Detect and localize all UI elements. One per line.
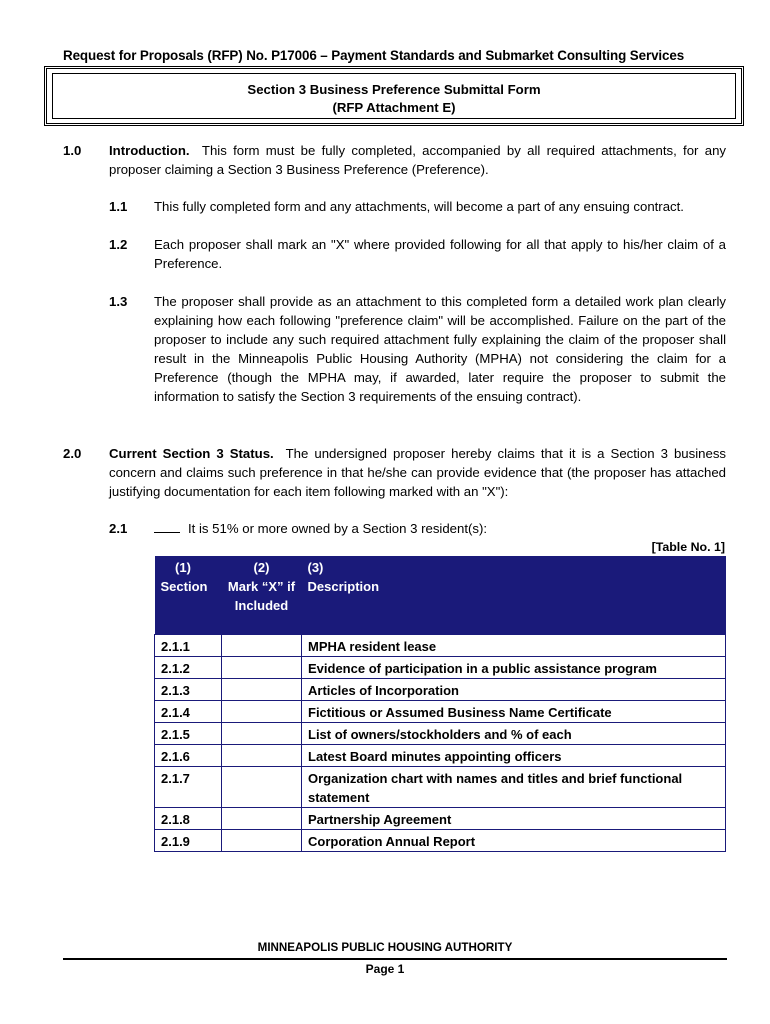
row-section: 2.1.5 [155, 723, 222, 745]
row-description: Latest Board minutes appointing officers [302, 745, 726, 767]
form-title: Section 3 Business Preference Submittal Form [247, 82, 541, 97]
table-row [155, 808, 726, 830]
item-2-1-number: 2.1 [109, 521, 128, 536]
page-number: Page 1 [365, 962, 405, 976]
header-mark-label: Mark “X” if Included [227, 579, 296, 613]
row-mark-cell[interactable] [222, 723, 302, 745]
row-description: Corporation Annual Report [302, 830, 726, 852]
section-2-text: The undersigned proposer hereby claims that it is a Section 3 business concern and claims such preference in that he/she can provide evidence that (the proposer has attached justifying documentation for each item following marked with an "X"): [109, 446, 727, 499]
title-box-inner [52, 73, 736, 119]
row-section: 2.1.4 [155, 701, 222, 723]
table-header-row [155, 556, 726, 635]
row-description: Organization chart with names and titles and brief functional statement [302, 767, 726, 808]
row-description: Articles of Incorporation [302, 679, 726, 701]
row-section: 2.1.6 [155, 745, 222, 767]
header-mark-num: (2) [253, 560, 270, 575]
row-mark-cell[interactable] [222, 657, 302, 679]
item-1-1-number: 1.1 [109, 199, 128, 214]
section-1-heading: Introduction. [109, 143, 190, 158]
section-1-text: This form must be fully completed, accompanied by all required attachments, for any proposer claiming a Section 3 Business Preference (Preference). [109, 143, 726, 177]
section-1-intro [109, 141, 726, 179]
section-2-number: 2.0 [63, 446, 82, 461]
row-section: 2.1.2 [155, 657, 222, 679]
table-row [155, 701, 726, 723]
row-mark-cell[interactable] [222, 808, 302, 830]
item-2-1-text: It is 51% or more owned by a Section 3 resident(s): [188, 521, 488, 536]
row-section: 2.1.3 [155, 679, 222, 701]
item-1-3-text: The proposer shall provide as an attachment to this completed form a detailed work plan clearly explaining how each following "preference claim" will be accomplished. Failure on the part of the proposer to include any such required attachment fully explaining the claim of the proposer shall result in the Minneapolis Public Housing Authority (MPHA) not considering the claim for a Preference (though the MPHA may, if awarded, later require the proposer to submit the information to satisfy the Section 3 requirements of the ensuing contract). [154, 294, 726, 404]
table-row [155, 723, 726, 745]
item-2-1-line [154, 519, 726, 538]
row-section: 2.1.9 [155, 830, 222, 852]
footer-rule [63, 958, 727, 960]
header-section-label: Section [160, 579, 208, 594]
title-box [44, 66, 744, 126]
item-1-1-text: This fully completed form and any attachments, will become a part of any ensuing contract. [154, 199, 684, 214]
row-mark-cell[interactable] [222, 745, 302, 767]
footer-organization: MINNEAPOLIS PUBLIC HOUSING AUTHORITY [257, 941, 513, 954]
row-description: Fictitious or Assumed Business Name Certificate [302, 701, 726, 723]
row-mark-cell[interactable] [222, 701, 302, 723]
table-label: [Table No. 1] [651, 540, 725, 554]
row-description: List of owners/stockholders and % of each [302, 723, 726, 745]
header-description [302, 556, 726, 635]
section-2-intro [109, 444, 726, 501]
table-row [155, 657, 726, 679]
running-header: Request for Proposals (RFP) No. P17006 – Payment Standards and Submarket Consulting Services [63, 48, 685, 63]
section-2-heading: Current Section 3 Status. [109, 446, 274, 461]
row-description: Evidence of participation in a public assistance program [302, 657, 726, 679]
row-section: 2.1.8 [155, 808, 222, 830]
documentation-table [154, 556, 726, 852]
row-section: 2.1.1 [155, 635, 222, 657]
mark-blank-field[interactable] [154, 520, 180, 533]
table-row [155, 767, 726, 808]
row-mark-cell[interactable] [222, 679, 302, 701]
form-subtitle: (RFP Attachment E) [332, 100, 456, 115]
header-description-label: Description [307, 579, 380, 594]
header-mark [222, 556, 302, 635]
row-mark-cell[interactable] [222, 635, 302, 657]
row-mark-cell[interactable] [222, 830, 302, 852]
table-row [155, 745, 726, 767]
table-row [155, 635, 726, 657]
item-1-2-text: Each proposer shall mark an "X" where provided following for all that apply to his/her claim of a Preference. [154, 237, 726, 271]
row-section: 2.1.7 [155, 767, 222, 808]
table-row [155, 679, 726, 701]
row-description: Partnership Agreement [302, 808, 726, 830]
item-1-3-number: 1.3 [109, 294, 128, 309]
section-1-number: 1.0 [63, 143, 82, 158]
header-section [155, 556, 222, 635]
header-section-num: (1) [175, 560, 191, 575]
header-description-num: (3) [307, 560, 324, 575]
item-1-2-number: 1.2 [109, 237, 128, 252]
row-mark-cell[interactable] [222, 767, 302, 808]
table-row [155, 830, 726, 852]
row-description: MPHA resident lease [302, 635, 726, 657]
